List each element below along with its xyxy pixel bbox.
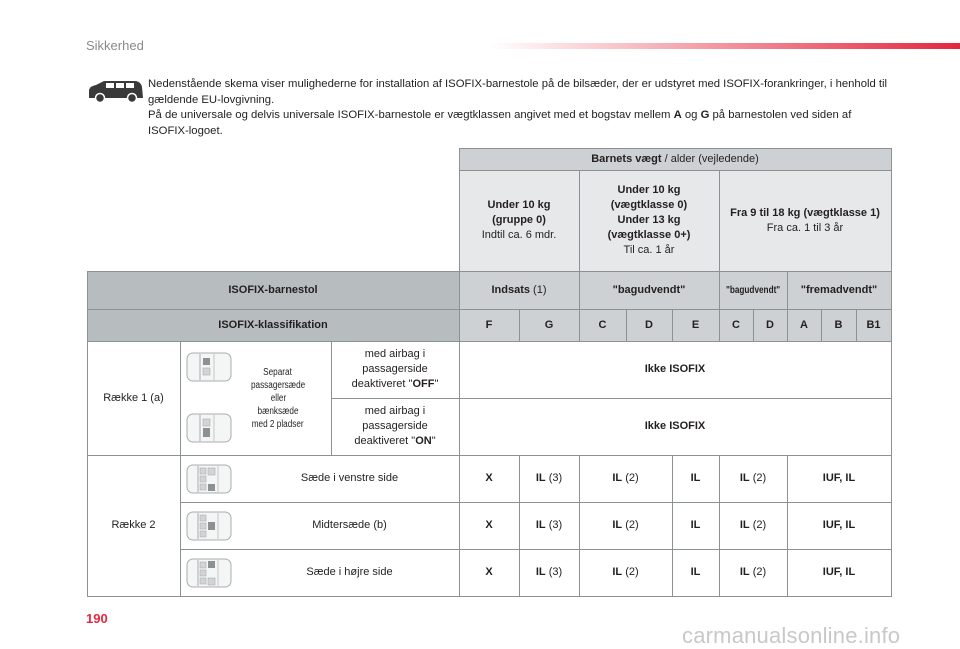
grid-line	[87, 271, 88, 597]
rear-left-seat-icon	[186, 464, 232, 494]
grid-line	[787, 271, 788, 341]
page-number: 190	[86, 611, 108, 626]
row2-left-il-3: IL (3)	[519, 455, 579, 502]
grid-line	[519, 309, 520, 341]
grid-line	[719, 170, 720, 341]
grid-line	[180, 502, 892, 503]
row2-left-x: X	[459, 455, 519, 502]
grid-line	[87, 455, 892, 456]
row2-left-il-2: IL (2)	[579, 455, 672, 502]
row2-middle-il: IL	[672, 502, 719, 549]
weight-column-2: Under 10 kg (vægtklasse 0) Under 13 kg (vægtklasse 0+) Til ca. 1 år	[579, 170, 719, 271]
rear-right-seat-icon	[186, 558, 232, 588]
row2-right-il-rear: IL (2)	[719, 549, 787, 596]
grid-line	[579, 170, 580, 341]
grid-line	[672, 455, 673, 597]
classification-label: ISOFIX-klassifikation	[87, 309, 459, 341]
front-bench-seat-icon	[186, 413, 232, 443]
seat-type-rear-small: "bagudvendt"	[719, 271, 787, 309]
row2-left-il: IL	[672, 455, 719, 502]
row2-right-il-2: IL (2)	[579, 549, 672, 596]
row2-middle-iuf: IUF, IL	[787, 502, 891, 549]
grid-line	[87, 341, 892, 342]
watermark: carmanualsonline.info	[682, 623, 901, 648]
row2-label: Række 2	[87, 455, 180, 596]
grid-line	[626, 309, 627, 341]
row1-off-value: Ikke ISOFIX	[459, 341, 891, 398]
grid-line	[459, 148, 460, 597]
grid-line	[856, 309, 857, 341]
grid-line	[787, 455, 788, 597]
row2-right-il-3: IL (3)	[519, 549, 579, 596]
class-d: D	[626, 309, 672, 341]
row2-middle-il-2: IL (2)	[579, 502, 672, 549]
grid-line	[87, 271, 892, 272]
seat-type-rear: "bagudvendt"	[579, 271, 719, 309]
class-a: A	[787, 309, 821, 341]
rear-middle-seat-icon	[186, 511, 232, 541]
weight-column-3: Fra 9 til 18 kg (vægtklasse 1) Fra ca. 1 til 3 år	[719, 170, 891, 271]
row2-right-il: IL	[672, 549, 719, 596]
row2-left-seat-label: Sæde i venstre side	[240, 455, 459, 502]
row2-middle-il-rear: IL (2)	[719, 502, 787, 549]
header-accent-bar	[490, 43, 960, 49]
intro-paragraph-2: På de universale og delvis universale ISOFIX-barnestole er vægtklassen angivet med et bogstav mellem A og G på barnestolen ved siden af ISOFIX-logoet.	[148, 109, 852, 137]
grid-line	[719, 455, 720, 597]
grid-line	[180, 549, 892, 550]
seat-type-front: "fremadvendt"	[787, 271, 891, 309]
section-title: Sikkerhed	[86, 38, 144, 53]
grid-line	[459, 170, 892, 171]
row2-left-il-rear: IL (2)	[719, 455, 787, 502]
class-b1: B1	[856, 309, 891, 341]
row1-airbag-on: med airbag i passagerside deaktiveret "ON"	[331, 398, 459, 455]
grid-line	[87, 596, 892, 597]
class-d-2: D	[753, 309, 787, 341]
weight-header: Barnets vægt / alder (vejledende)	[459, 149, 891, 170]
grid-line	[459, 148, 892, 149]
row1-label: Række 1 (a)	[87, 341, 180, 455]
grid-line	[672, 309, 673, 341]
isofix-seat-label: ISOFIX-barnestol	[87, 271, 459, 309]
class-g: G	[519, 309, 579, 341]
row2-middle-il-3: IL (3)	[519, 502, 579, 549]
row1-seat-description: Separat passagersæde eller bænksæde med 2 pladser	[240, 344, 316, 452]
car-icon	[86, 78, 144, 104]
class-e: E	[672, 309, 719, 341]
grid-line	[753, 309, 754, 341]
row2-right-seat-label: Sæde i højre side	[240, 549, 459, 596]
row2-right-iuf: IUF, IL	[787, 549, 891, 596]
row2-right-x: X	[459, 549, 519, 596]
class-c-2: C	[719, 309, 753, 341]
grid-line	[821, 309, 822, 341]
grid-line	[331, 398, 892, 399]
class-b: B	[821, 309, 856, 341]
grid-line	[891, 148, 892, 597]
grid-line	[519, 455, 520, 597]
grid-line	[180, 341, 181, 597]
row1-on-value: Ikke ISOFIX	[459, 398, 891, 455]
seat-type-inserts: Indsats (1)	[459, 271, 579, 309]
row1-airbag-off: med airbag i passagerside deaktiveret "OFF"	[331, 341, 459, 398]
row2-left-iuf: IUF, IL	[787, 455, 891, 502]
grid-line	[331, 341, 332, 455]
row2-middle-seat-label: Midtersæde (b)	[240, 502, 459, 549]
intro-text	[148, 77, 893, 139]
front-seat-icon	[186, 352, 232, 382]
class-c: C	[579, 309, 626, 341]
intro-paragraph-1: Nedenstående skema viser mulighederne for installation af ISOFIX-barnestole på de bilsæder, der er udstyret med ISOFIX-forankringer, i henhold til gældende EU-lovgivning.	[148, 78, 888, 106]
weight-column-1: Under 10 kg (gruppe 0) Indtil ca. 6 mdr.	[459, 170, 579, 271]
grid-line	[87, 309, 892, 310]
grid-line	[579, 455, 580, 597]
row2-middle-x: X	[459, 502, 519, 549]
class-f: F	[459, 309, 519, 341]
